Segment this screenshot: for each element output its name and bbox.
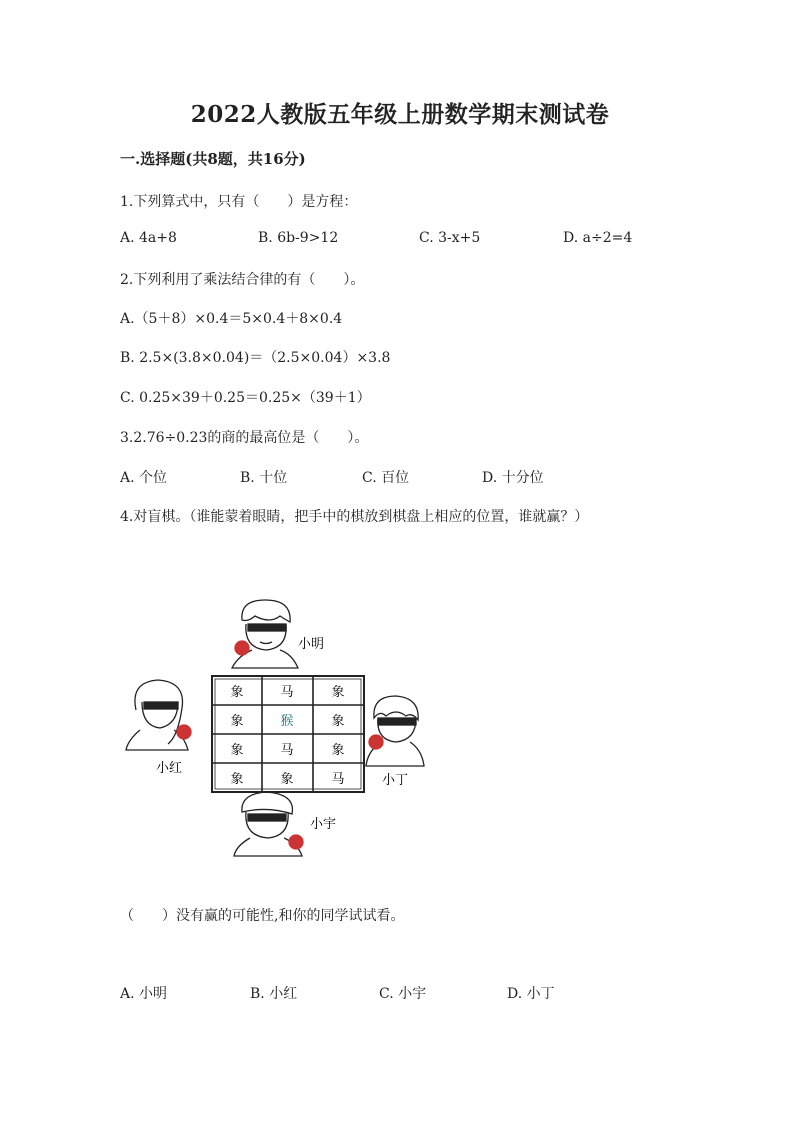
board-cell: 象 [331,743,345,758]
q4-option-c[interactable]: C. 小宇 [379,986,427,1002]
child-xiaoding-figure [366,696,424,766]
board-cell: 象 [331,714,345,729]
board-cell: 象 [230,772,244,787]
q3-option-c[interactable]: C. 百位 [362,470,410,486]
q4-option-a[interactable]: A. 小明 [120,986,168,1002]
section-heading: 一.选择题(共8题，共16分) [120,150,306,168]
board-cell: 象 [280,772,294,787]
question-3-stem: 3.2.76÷0.23的商的最高位是（ ）。 [120,430,369,446]
board-cell: 象 [331,685,345,700]
q1-option-c[interactable]: C. 3-x+5 [419,230,481,246]
q1-option-a[interactable]: A. 4a+8 [120,230,177,246]
q3-option-a[interactable]: A. 个位 [120,470,168,486]
question-2-stem: 2.下列利用了乘法结合律的有（ ）。 [120,272,365,288]
board-cell: 象 [230,743,244,758]
child-xiaoyu-figure [234,792,303,856]
board-cell: 马 [331,772,345,787]
blind-chess-figure [120,590,450,870]
page-title: 2022人教版五年级上册数学期末测试卷 [190,101,610,128]
question-4-blank: （ ）没有赢的可能性,和你的同学试试看。 [120,908,405,924]
chess-board [212,676,364,792]
board-cell: 马 [280,743,294,758]
red-chess-piece-icon [235,641,249,655]
red-chess-piece-icon [289,835,303,849]
red-chess-piece-icon [177,725,191,739]
q3-option-d[interactable]: D. 十分位 [482,470,544,486]
q1-option-b[interactable]: B. 6b-9>12 [258,230,339,246]
q2-option-b[interactable]: B. 2.5×(3.8×0.04)＝（2.5×0.04）×3.8 [120,350,391,366]
board-cell: 猴 [280,714,294,729]
child-xiaoming-figure [232,600,298,668]
board-cell: 象 [230,685,244,700]
board-cell: 马 [280,685,294,700]
board-cell: 象 [230,714,244,729]
q4-option-d[interactable]: D. 小丁 [507,986,555,1002]
q2-option-c[interactable]: C. 0.25×39＋0.25＝0.25×（39＋1） [120,390,371,406]
question-4-stem: 4.对盲棋。（谁能蒙着眼睛，把手中的棋放到棋盘上相应的位置，谁就赢？） [120,509,589,525]
name-xiaohong: 小红 [156,761,183,776]
child-xiaohong-figure [126,680,191,750]
name-xiaoming: 小明 [298,637,325,652]
q4-option-b[interactable]: B. 小红 [250,986,298,1002]
blind-chess-illustration [120,590,450,870]
red-chess-piece-icon [369,735,383,749]
question-1-stem: 1.下列算式中，只有（ ）是方程： [120,194,358,210]
q1-option-d[interactable]: D. a÷2=4 [563,230,633,246]
q2-option-a[interactable]: A.（5＋8）×0.4＝5×0.4＋8×0.4 [120,311,343,327]
name-xiaoyu: 小宇 [310,817,337,832]
name-xiaoding: 小丁 [382,773,409,788]
q3-option-b[interactable]: B. 十位 [240,470,288,486]
